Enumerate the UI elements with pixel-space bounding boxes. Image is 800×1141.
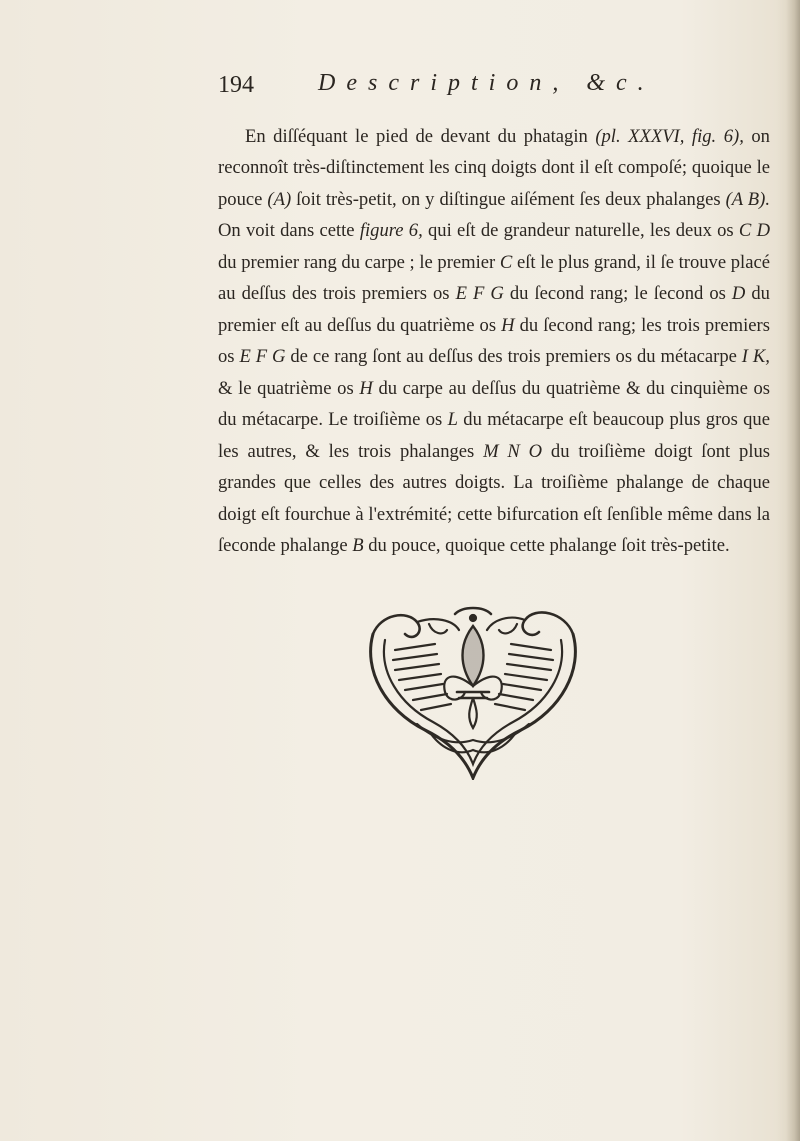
bone-label: C — [499, 251, 513, 273]
text-run: on reconnoît très-diſtinctement les cinq doigts dont il eſt compoſé; quoique le pouce — [218, 125, 770, 210]
bone-label: I K, — [741, 346, 770, 368]
bone-label: C D — [738, 220, 770, 242]
figure-reference: figure 6, — [359, 220, 423, 242]
text-run: du ſecond rang; les trois premiers os — [218, 314, 770, 368]
page-number: 194 — [218, 72, 254, 98]
text-run: du ſecond rang; le ſecond os — [509, 283, 726, 305]
page-edge-shadow — [786, 0, 800, 1141]
text-run: du premier eſt au deſſus du quatrième os — [218, 283, 770, 336]
bone-label: (A B). — [725, 188, 770, 210]
bone-label: H — [359, 377, 373, 399]
bone-label: (A) — [267, 188, 292, 210]
text-run: qui eſt de grandeur naturelle, les deux os — [427, 220, 734, 242]
running-title: Description, &c. — [318, 70, 655, 96]
figure-reference: fig. 6), — [691, 125, 744, 147]
text-run: du troiſième doigt ſont plus grandes que celles des autres doigts. La troiſième phalange de chaque doigt eſt fourchue à l'extrémité; cette bifurcation eſt ſenſible même dans la ſeconde phalange — [218, 440, 771, 557]
text-run: de ce rang ſont au deſſus des trois premiers os du métacarpe — [290, 346, 737, 368]
text-run: En diſſéquant le pied de devant du phatagin — [245, 125, 588, 147]
bone-label: H — [501, 314, 515, 336]
bone-label: D — [731, 283, 746, 305]
text-run: du pouce, quoique cette phalange ſoit très-petite. — [368, 535, 730, 557]
body-paragraph — [218, 121, 770, 562]
plate-reference: (pl. XXXVI, — [595, 125, 685, 147]
page-header — [218, 66, 778, 100]
bone-label: E F G — [455, 283, 504, 305]
bone-label: B — [352, 535, 364, 557]
fleur-de-lis-ornament-icon — [355, 600, 591, 780]
text-run: du premier rang du carpe ; le premier — [218, 251, 496, 273]
bone-label: E F G — [239, 346, 286, 368]
text-run: & le quatrième os — [218, 377, 354, 399]
bone-label: L — [447, 409, 458, 431]
text-run: ſoit très-petit, on y diſtingue aiſément ſes deux phalanges — [296, 188, 721, 210]
text-run: On voit dans cette — [218, 220, 355, 242]
bone-label: M N O — [483, 440, 543, 462]
text-run: du métacarpe eſt beaucoup plus gros que les autres, & les trois phalanges — [218, 409, 770, 462]
text-run: du carpe au deſſus du quatrième & du cinquième os du métacarpe. Le troiſième os — [218, 377, 771, 431]
text-run: eſt le plus grand, il ſe trouve placé au deſſus des trois premiers os — [218, 251, 770, 305]
